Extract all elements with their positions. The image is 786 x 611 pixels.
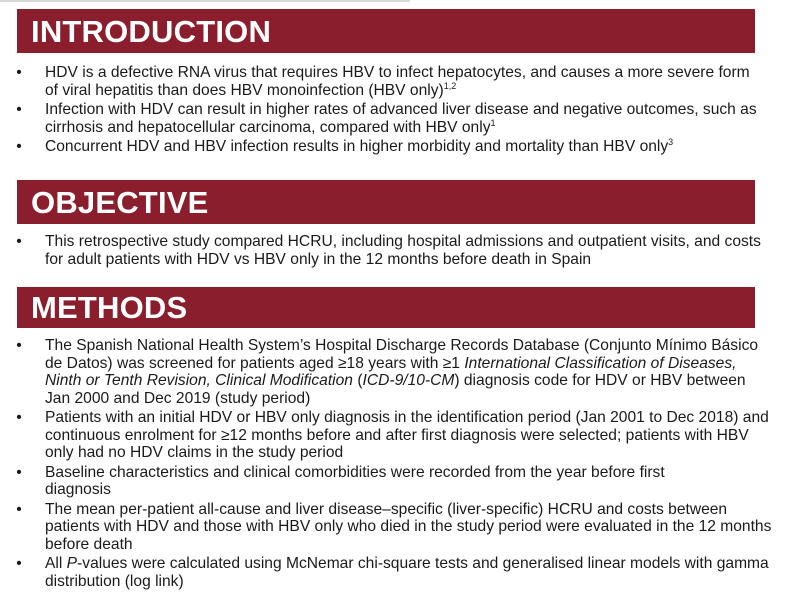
bullet-text: The Spanish National Health System’s Hospital Discharge Records Database (Conjunto Mínimo Básico de Datos) was screened for patients aged ≥18 years with ≥1: [45, 337, 759, 372]
bullet-dot-icon: •: [16, 138, 22, 155]
top-rule: [0, 0, 410, 2]
bullet-dot-icon: •: [16, 233, 22, 250]
bullet-dot-icon: •: [16, 463, 22, 481]
bullet-text: (: [352, 372, 363, 389]
introduction-bullet-list: [0, 64, 786, 158]
bullet-text: ) diagnosis code for HDV or HBV between Jan 2000 and Dec 2019 (study period): [45, 372, 746, 407]
introduction-bullet: [0, 101, 786, 136]
methods-header: [17, 287, 755, 328]
objective-header: [17, 180, 755, 224]
bullet-text: -values were calculated using McNemar chi-square tests and generalised linear models with gamma distribution (log link): [45, 555, 769, 590]
methods-bullet: [0, 501, 786, 554]
objective-bullet-list: [0, 233, 786, 270]
methods-bullet: [0, 464, 679, 499]
bullet-text: HDV is a defective RNA virus that requires HBV to infect hepatocytes, and causes a more severe form of viral hepatitis than does HBV monoinfection (HBV only): [45, 64, 750, 99]
objective-title: OBJECTIVE: [31, 184, 209, 220]
bullet-dot-icon: •: [16, 555, 22, 572]
bullet-dot-icon: •: [16, 409, 22, 426]
bullet-italic-text: P: [66, 555, 78, 572]
introduction-header: [17, 9, 755, 53]
methods-title: METHODS: [31, 290, 188, 325]
bullet-text: All: [45, 555, 67, 572]
citation-superscript: 3: [668, 136, 674, 147]
bullet-italic-text: International Classification of Diseases, Ninth or Tenth Revision, Clinical Modification: [45, 354, 737, 389]
bullet-dot-icon: •: [16, 101, 22, 118]
bullet-text: Infection with HDV can result in higher rates of advanced liver disease and negative outcomes, such as cirrhosis and hepatocellular carcinoma, compared with HBV only: [45, 101, 757, 136]
objective-bullet: [0, 233, 786, 268]
methods-bullet: [0, 337, 786, 407]
citation-superscript: 1,2: [443, 80, 457, 91]
methods-bullet-list: [0, 337, 786, 592]
bullet-dot-icon: •: [16, 64, 22, 81]
bullet-text: This retrospective study compared HCRU, including hospital admissions and outpatient visits, and costs for adult patients with HDV vs HBV only in the 12 months before death in Spain: [45, 233, 761, 268]
introduction-title: INTRODUCTION: [31, 13, 272, 49]
bullet-dot-icon: •: [16, 337, 22, 354]
methods-bullet: [0, 555, 786, 590]
bullet-text: The mean per-patient all-cause and liver disease–specific (liver-specific) HCRU and costs between patients with HDV and those with HBV only who died in the study period were evaluated in the 12 months before death: [45, 500, 772, 553]
bullet-text: Patients with an initial HDV or HBV only diagnosis in the identification period (Jan 2001 to Dec 2018) and continuous enrolment for ≥12 months before and after first diagnosis were selected; patients with HBV only had no HDV claims in the study period: [45, 409, 769, 461]
citation-superscript: 1: [490, 117, 496, 128]
introduction-bullet: [0, 64, 779, 99]
bullet-text: Concurrent HDV and HBV infection results in higher morbidity and mortality than HBV only: [45, 138, 669, 155]
bullet-italic-text: ICD-9/10-CM: [362, 372, 455, 389]
bullet-dot-icon: •: [16, 500, 22, 518]
introduction-bullet: [0, 138, 786, 156]
bullet-text: Baseline characteristics and clinical comorbidities were recorded from the year before first diagnosis: [45, 463, 665, 498]
methods-bullet: [0, 409, 786, 462]
